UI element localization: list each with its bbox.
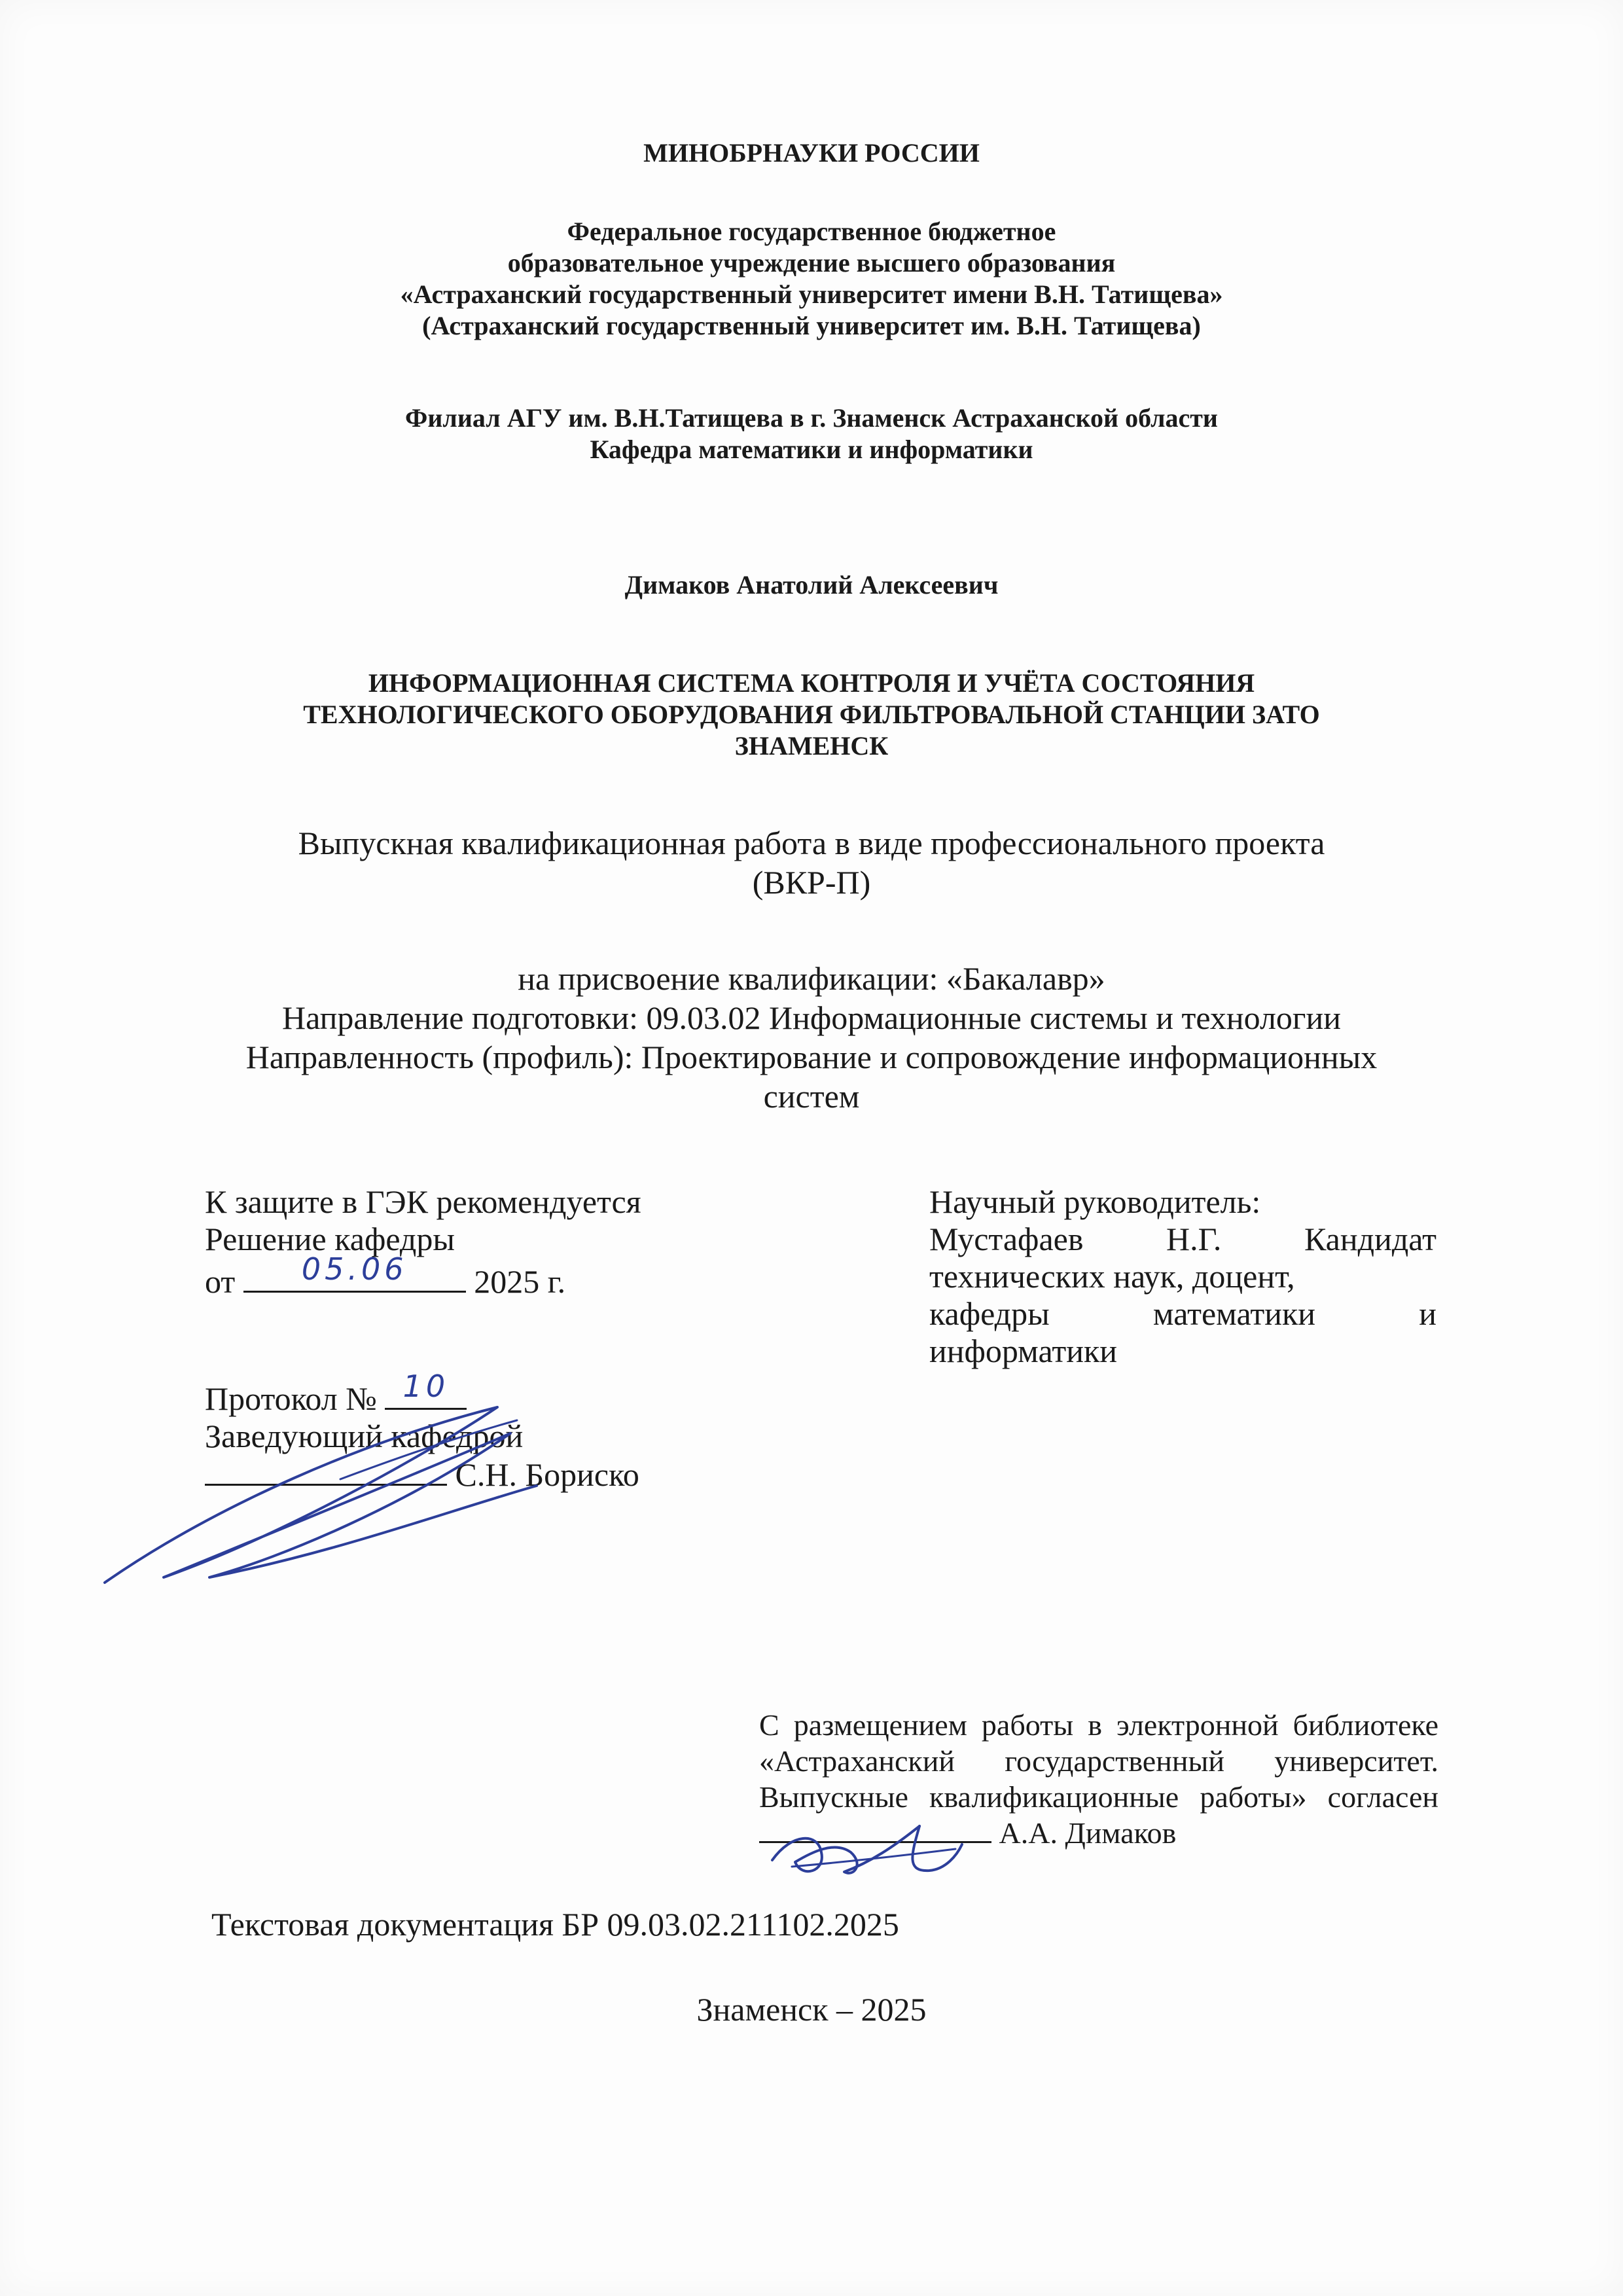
word: размещением — [793, 1708, 967, 1742]
author-name: Димаков Анатолий Алексеевич — [624, 570, 999, 600]
head-name: С.Н. Бориско — [455, 1456, 639, 1493]
word: кафедры — [929, 1295, 1050, 1332]
institution-line: Федеральное государственное бюджетное — [567, 217, 1056, 246]
city-year: Знаменск – 2025 — [696, 1991, 927, 2028]
department-line: Кафедра математики и информатики — [590, 435, 1033, 464]
word: и — [1419, 1295, 1437, 1332]
protocol-label: Протокол № — [205, 1380, 377, 1417]
institution-line: образовательное учреждение высшего образования — [507, 248, 1116, 278]
word: математики — [1152, 1295, 1316, 1332]
date-suffix: 2025 г. — [474, 1263, 566, 1300]
profile-line: Направленность (профиль): Проектирование и сопровождение информационных — [245, 1039, 1378, 1075]
word: Выпускные — [759, 1780, 908, 1814]
word: университет. — [1274, 1744, 1438, 1778]
qualification-line: на присвоение квалификации: «Бакалавр» — [518, 960, 1105, 997]
ministry-title: МИНОБРНАУКИ РОССИИ — [643, 138, 980, 168]
institution-line: (Астраханский государственный университет им. В.Н. Татищева) — [422, 311, 1201, 340]
institution-line: «Астраханский государственный университет имени В.Н. Татищева» — [400, 279, 1223, 309]
title-line: ТЕХНОЛОГИЧЕСКОГО ОБОРУДОВАНИЯ ФИЛЬТРОВАЛЬНОЙ СТАНЦИИ ЗАТО — [303, 700, 1320, 729]
document-code: Текстовая документация БР 09.03.02.211102.2025 — [211, 1906, 899, 1943]
date-prefix: от — [205, 1263, 236, 1300]
word: государственный — [1005, 1744, 1224, 1778]
supervisor-dept-line-cont: информатики — [929, 1333, 1118, 1369]
supervisor-initials: Н.Г. — [1166, 1221, 1222, 1257]
consent-signature — [772, 1826, 962, 1873]
supervisor-degree: Кандидат — [1304, 1221, 1437, 1257]
word: работы» — [1200, 1780, 1307, 1814]
word: в — [1088, 1708, 1102, 1742]
work-type-line: Выпускная квалификационная работа в виде профессионального проекта — [298, 825, 1325, 861]
branch-line: Филиал АГУ им. В.Н.Татищева в г. Знаменск Астраханской области — [405, 403, 1218, 433]
direction-line: Направление подготовки: 09.03.02 Информационные системы и технологии — [282, 999, 1341, 1036]
supervisor-label: Научный руководитель: — [929, 1183, 1261, 1220]
consent-signer: А.А. Димаков — [999, 1816, 1177, 1850]
handwritten-protocol-number: 10 — [402, 1369, 450, 1404]
word: электронной — [1116, 1708, 1279, 1742]
profile-line-cont: систем — [763, 1078, 860, 1115]
work-type-line: (ВКР-П) — [752, 864, 871, 901]
head-label-line: Заведующий кафедрой — [205, 1418, 524, 1454]
title-line: ЗНАМЕНСК — [734, 731, 889, 761]
word: С — [759, 1708, 779, 1742]
decision-line: Решение кафедры — [205, 1221, 455, 1257]
word: работы — [981, 1708, 1074, 1742]
title-line: ИНФОРМАЦИОННАЯ СИСТЕМА КОНТРОЛЯ И УЧЁТА СОСТОЯНИЯ — [368, 668, 1255, 698]
word: квалификационные — [929, 1780, 1179, 1814]
supervisor-name: Мустафаев — [929, 1221, 1084, 1257]
defense-line: К защите в ГЭК рекомендуется — [205, 1183, 641, 1220]
supervisor-degree-line: технических наук, доцент, — [929, 1258, 1295, 1295]
word: согласен — [1327, 1780, 1439, 1814]
head-signature — [105, 1407, 537, 1583]
word: библиотеке — [1293, 1708, 1439, 1742]
handwritten-date: 05.06 — [301, 1251, 408, 1287]
word: «Астраханский — [759, 1744, 955, 1778]
